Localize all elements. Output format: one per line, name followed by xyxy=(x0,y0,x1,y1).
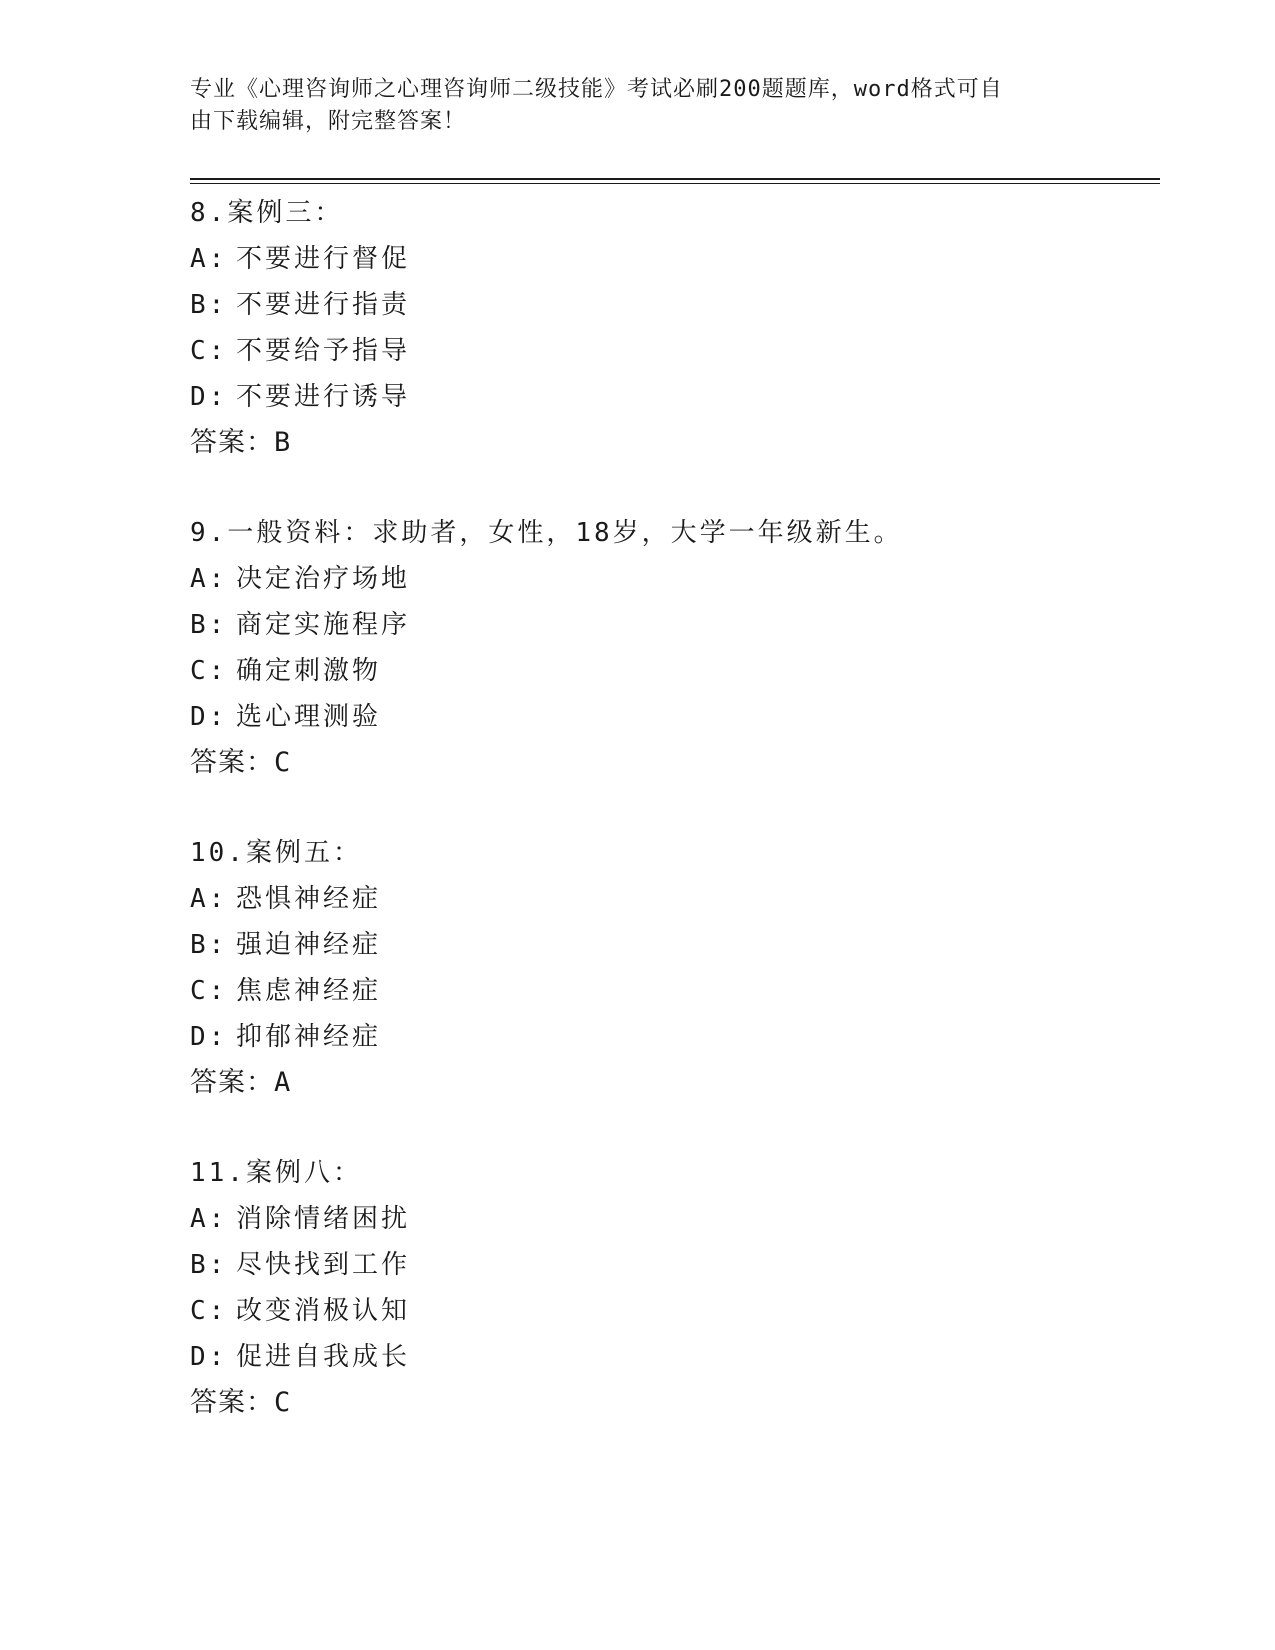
option-text: 不要进行诱导 xyxy=(236,382,411,412)
option-d xyxy=(190,1014,1150,1060)
header-line-2: 由下载编辑，附完整答案！ xyxy=(190,109,467,134)
option-a xyxy=(190,556,1150,602)
answer-line xyxy=(190,420,1150,466)
answer-value: C xyxy=(274,1387,292,1418)
option-d xyxy=(190,694,1150,740)
option-letter: D: xyxy=(190,702,228,732)
option-letter: A: xyxy=(190,1204,228,1234)
document-header xyxy=(190,74,1070,138)
option-c xyxy=(190,1288,1150,1334)
option-b xyxy=(190,1242,1150,1288)
answer-label: 答案： xyxy=(190,747,274,778)
answer-line xyxy=(190,740,1150,786)
option-letter: B: xyxy=(190,290,228,320)
question-number: 11. xyxy=(190,1158,246,1188)
option-text: 改变消极认知 xyxy=(236,1296,411,1326)
option-letter: C: xyxy=(190,656,228,686)
option-text: 不要进行指责 xyxy=(236,290,411,320)
option-b xyxy=(190,602,1150,648)
option-a xyxy=(190,236,1150,282)
option-text: 抑郁神经症 xyxy=(236,1022,382,1052)
question-stem xyxy=(190,830,1150,876)
answer-line xyxy=(190,1060,1150,1106)
answer-label: 答案： xyxy=(190,427,274,458)
option-letter: B: xyxy=(190,610,228,640)
answer-value: A xyxy=(274,1067,292,1098)
option-text: 决定治疗场地 xyxy=(236,564,411,594)
option-c xyxy=(190,648,1150,694)
question-stem xyxy=(190,510,1150,556)
option-text: 强迫神经症 xyxy=(236,930,382,960)
header-rule-thick xyxy=(190,178,1160,180)
question-item xyxy=(190,830,1150,1106)
question-item xyxy=(190,190,1150,466)
answer-label: 答案： xyxy=(190,1067,274,1098)
option-text: 选心理测验 xyxy=(236,702,382,732)
option-letter: C: xyxy=(190,336,228,366)
question-item xyxy=(190,1150,1150,1426)
option-letter: D: xyxy=(190,382,228,412)
option-letter: D: xyxy=(190,1022,228,1052)
option-letter: B: xyxy=(190,930,228,960)
answer-value: C xyxy=(274,747,292,778)
option-c xyxy=(190,968,1150,1014)
question-stem xyxy=(190,190,1150,236)
option-text: 不要给予指导 xyxy=(236,336,411,366)
option-d xyxy=(190,374,1150,420)
question-list xyxy=(190,190,1150,1470)
option-text: 不要进行督促 xyxy=(236,244,411,274)
question-text: 案例五： xyxy=(245,838,362,868)
question-number: 8. xyxy=(190,198,228,228)
question-number: 9. xyxy=(190,518,228,548)
option-d xyxy=(190,1334,1150,1380)
option-text: 焦虑神经症 xyxy=(236,976,382,1006)
answer-line xyxy=(190,1380,1150,1426)
option-letter: C: xyxy=(190,1296,228,1326)
answer-value: B xyxy=(274,427,292,458)
answer-label: 答案： xyxy=(190,1387,274,1418)
question-item xyxy=(190,510,1150,786)
question-number: 10. xyxy=(190,838,246,868)
option-text: 确定刺激物 xyxy=(236,656,382,686)
option-letter: A: xyxy=(190,244,228,274)
question-text: 一般资料：求助者，女性，18岁，大学一年级新生。 xyxy=(227,518,903,548)
option-text: 商定实施程序 xyxy=(236,610,411,640)
option-letter: A: xyxy=(190,564,228,594)
question-text: 案例三： xyxy=(227,198,344,228)
option-letter: A: xyxy=(190,884,228,914)
question-text: 案例八： xyxy=(245,1158,362,1188)
option-b xyxy=(190,922,1150,968)
option-text: 尽快找到工作 xyxy=(236,1250,411,1280)
header-line-1: 专业《心理咨询师之心理咨询师二级技能》考试必刷200题题库，word格式可自 xyxy=(190,77,1003,102)
option-text: 消除情绪困扰 xyxy=(236,1204,411,1234)
question-stem xyxy=(190,1150,1150,1196)
option-letter: C: xyxy=(190,976,228,1006)
option-text: 促进自我成长 xyxy=(236,1342,411,1372)
header-rule-thin xyxy=(190,183,1160,184)
option-letter: D: xyxy=(190,1342,228,1372)
option-letter: B: xyxy=(190,1250,228,1280)
option-a xyxy=(190,1196,1150,1242)
option-a xyxy=(190,876,1150,922)
option-text: 恐惧神经症 xyxy=(236,884,382,914)
option-c xyxy=(190,328,1150,374)
option-b xyxy=(190,282,1150,328)
